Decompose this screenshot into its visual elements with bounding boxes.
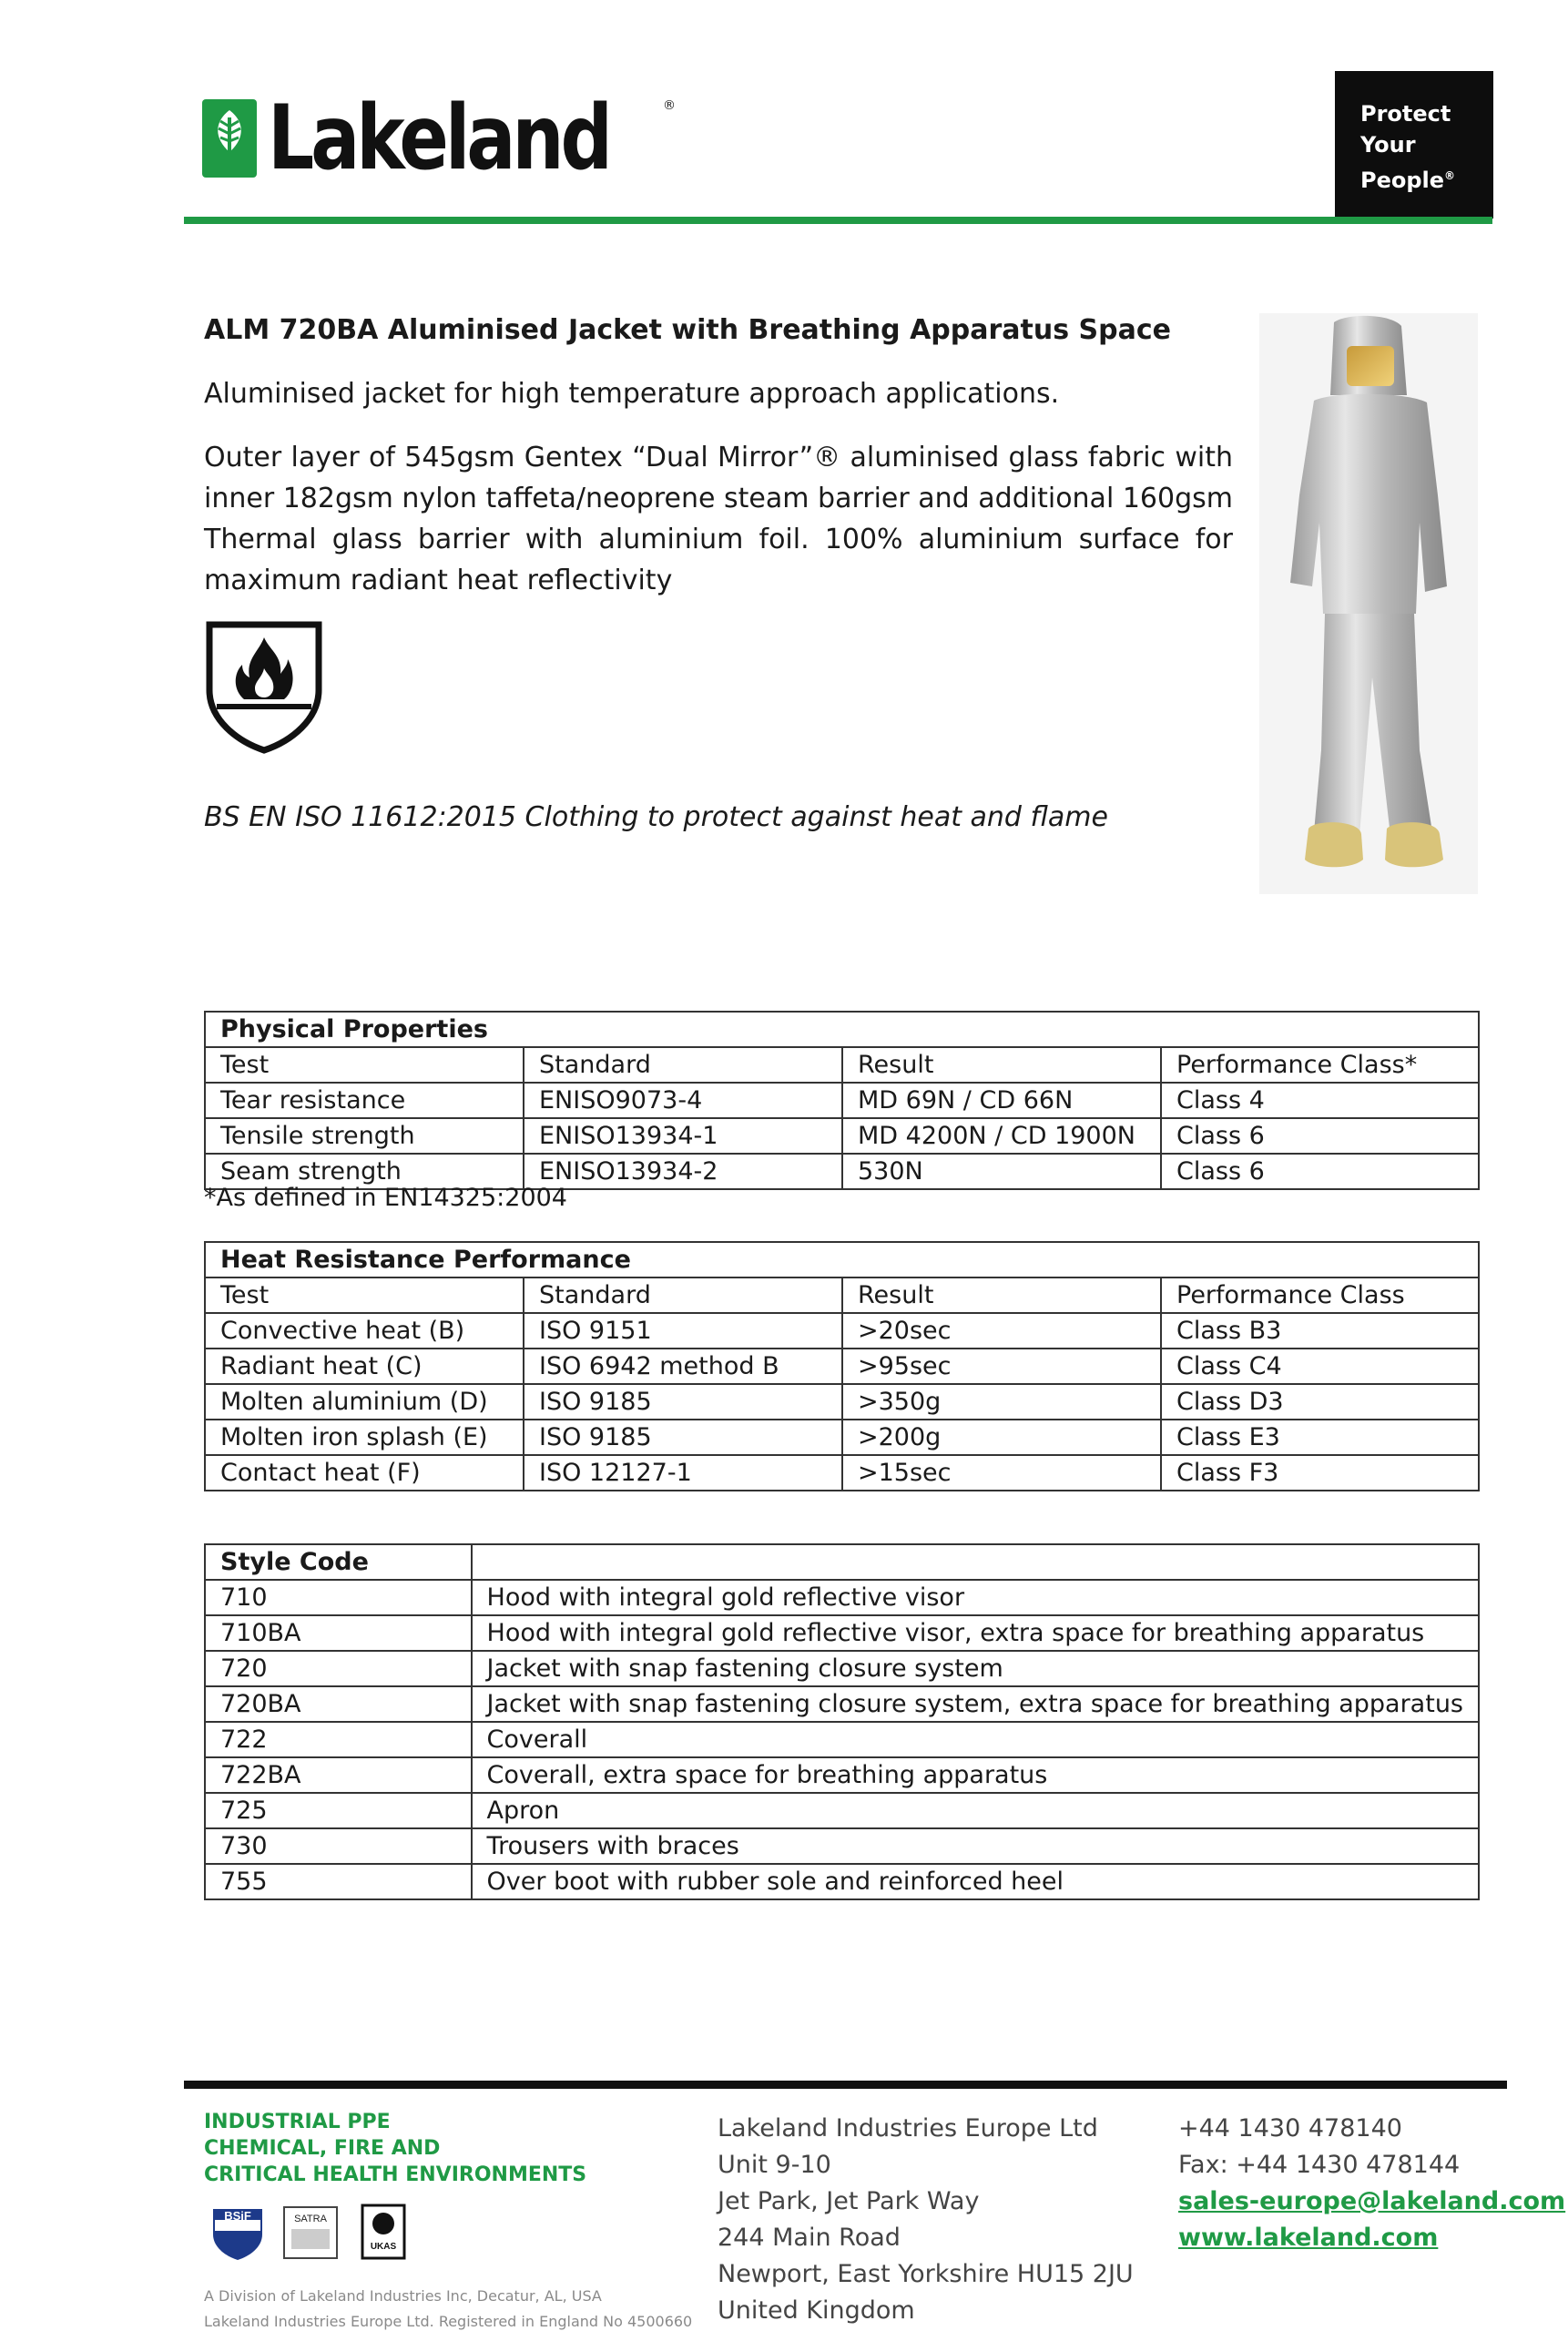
table-row bbox=[205, 1722, 1479, 1757]
table-row bbox=[205, 1686, 1479, 1722]
address-line: Newport, East Yorkshire HU15 2JU bbox=[718, 2260, 1134, 2288]
table-cell: Class 6 bbox=[1161, 1154, 1479, 1189]
table-cell: Class C4 bbox=[1161, 1349, 1479, 1384]
tagline-line: People® bbox=[1360, 168, 1456, 193]
footer-divider bbox=[184, 2081, 1507, 2089]
address-line: United Kingdom bbox=[718, 2296, 915, 2325]
standard-reference: BS EN ISO 11612:2015 Clothing to protect against heat and flame bbox=[204, 801, 1108, 833]
product-subtitle: Aluminised jacket for high temperature approach applications. bbox=[204, 378, 1060, 410]
table-cell: ENISO9073-4 bbox=[524, 1083, 842, 1118]
table-title: Physical Properties bbox=[205, 1012, 1479, 1047]
table-cell: Seam strength bbox=[205, 1154, 524, 1189]
table-row bbox=[205, 1651, 1479, 1686]
footer-industry-text bbox=[204, 2109, 586, 2188]
table-cell: >95sec bbox=[842, 1349, 1161, 1384]
style-code-cell: 722BA bbox=[205, 1757, 472, 1793]
header-cell: Standard bbox=[524, 1277, 842, 1313]
table-cell: ISO 9151 bbox=[524, 1313, 842, 1349]
product-title: ALM 720BA Aluminised Jacket with Breathing Apparatus Space bbox=[204, 314, 1171, 346]
table-cell: 530N bbox=[842, 1154, 1161, 1189]
table-cell: >350g bbox=[842, 1384, 1161, 1420]
style-description-cell: Over boot with rubber sole and reinforced heel bbox=[472, 1864, 1479, 1899]
style-code-cell: 710BA bbox=[205, 1615, 472, 1651]
table-row bbox=[205, 1757, 1479, 1793]
table-cell: MD 69N / CD 66N bbox=[842, 1083, 1161, 1118]
product-description: Outer layer of 545gsm Gentex “Dual Mirror”® aluminised glass fabric with inner 182gsm nylon taffeta/neoprene steam barrier and additional 160gsm Thermal glass barrier with aluminium foil. 100% aluminium surface for maximum radiant heat reflectivity bbox=[204, 442, 1233, 596]
style-code-cell: 710 bbox=[205, 1580, 472, 1615]
bsif-badge-icon bbox=[208, 2202, 268, 2262]
style-description-cell: Trousers with braces bbox=[472, 1828, 1479, 1864]
email-link[interactable]: sales-europe@lakeland.com bbox=[1178, 2187, 1566, 2215]
header-cell: Performance Class bbox=[1161, 1277, 1479, 1313]
table-cell: Class B3 bbox=[1161, 1313, 1479, 1349]
brand-registered-mark: ® bbox=[663, 98, 676, 113]
lakeland-logo bbox=[202, 87, 685, 190]
brand-name: Lakeland bbox=[268, 87, 609, 190]
address-line: Jet Park, Jet Park Way bbox=[718, 2187, 980, 2215]
heat-resistance-table bbox=[204, 1241, 1480, 1491]
table-cell: ENISO13934-2 bbox=[524, 1154, 842, 1189]
table-cell: >20sec bbox=[842, 1313, 1161, 1349]
footer-industry-line: INDUSTRIAL PPE bbox=[204, 2111, 391, 2133]
table-cell: Class F3 bbox=[1161, 1455, 1479, 1491]
table-row bbox=[205, 1455, 1479, 1491]
tagline-box bbox=[1335, 71, 1493, 219]
table-cell: Convective heat (B) bbox=[205, 1313, 524, 1349]
table-row bbox=[205, 1580, 1479, 1615]
style-description-cell: Jacket with snap fastening closure system, extra space for breathing apparatus bbox=[472, 1686, 1479, 1722]
ukas-badge-label: UKAS bbox=[370, 2242, 397, 2252]
table-title: Style Code bbox=[205, 1544, 472, 1580]
style-code-cell: 720BA bbox=[205, 1686, 472, 1722]
website-link[interactable]: www.lakeland.com bbox=[1178, 2224, 1439, 2252]
table-cell: Contact heat (F) bbox=[205, 1455, 524, 1491]
style-code-cell: 730 bbox=[205, 1828, 472, 1864]
table-cell: ISO 9185 bbox=[524, 1384, 842, 1420]
table-cell: Class 4 bbox=[1161, 1083, 1479, 1118]
table-row bbox=[205, 1828, 1479, 1864]
table-cell: Molten aluminium (D) bbox=[205, 1384, 524, 1420]
header-cell: Result bbox=[842, 1277, 1161, 1313]
tagline-line: Your bbox=[1360, 132, 1416, 158]
table-footnote: *As defined in EN14325:2004 bbox=[204, 1184, 567, 1212]
style-code-cell: 720 bbox=[205, 1651, 472, 1686]
table-row bbox=[205, 1420, 1479, 1455]
header-cell: Result bbox=[842, 1047, 1161, 1083]
flame-shield-icon bbox=[204, 619, 324, 756]
table-cell: ISO 9185 bbox=[524, 1420, 842, 1455]
satra-badge-label: SATRA bbox=[294, 2214, 327, 2224]
table-row bbox=[205, 1793, 1479, 1828]
footer-industry-line: CHEMICAL, FIRE AND bbox=[204, 2137, 441, 2160]
physical-properties-table bbox=[204, 1011, 1480, 1190]
style-code-cell: 725 bbox=[205, 1793, 472, 1828]
footer-registration bbox=[204, 2284, 692, 2331]
style-code-cell: 722 bbox=[205, 1722, 472, 1757]
tagline-registered-mark: ® bbox=[1444, 169, 1456, 182]
leaf-icon bbox=[202, 99, 257, 178]
tagline-line: Protect bbox=[1360, 101, 1451, 127]
fax-number: Fax: +44 1430 478144 bbox=[1178, 2151, 1461, 2179]
table-cell: MD 4200N / CD 1900N bbox=[842, 1118, 1161, 1154]
header-cell: Test bbox=[205, 1277, 524, 1313]
table-cell: >15sec bbox=[842, 1455, 1161, 1491]
ukas-badge-icon bbox=[353, 2202, 413, 2262]
contact-details bbox=[1178, 2111, 1565, 2256]
footer-small-line: Lakeland Industries Europe Ltd. Registered in England No 4500660 bbox=[204, 2313, 693, 2330]
table-row bbox=[205, 1864, 1479, 1899]
style-code-table bbox=[204, 1543, 1480, 1900]
table-row bbox=[205, 1118, 1479, 1154]
table-cell: Molten iron splash (E) bbox=[205, 1420, 524, 1455]
style-description-cell: Hood with integral gold reflective visor, extra space for breathing apparatus bbox=[472, 1615, 1479, 1651]
table-cell: Radiant heat (C) bbox=[205, 1349, 524, 1384]
style-description-cell: Coverall, extra space for breathing apparatus bbox=[472, 1757, 1479, 1793]
table-title-blank bbox=[472, 1544, 1479, 1580]
table-cell: ISO 6942 method B bbox=[524, 1349, 842, 1384]
table-cell: Class 6 bbox=[1161, 1118, 1479, 1154]
satra-badge-icon bbox=[280, 2202, 341, 2262]
style-description-cell: Jacket with snap fastening closure system bbox=[472, 1651, 1479, 1686]
address-line: Unit 9-10 bbox=[718, 2151, 831, 2179]
table-row bbox=[205, 1615, 1479, 1651]
table-row bbox=[205, 1313, 1479, 1349]
style-description-cell: Coverall bbox=[472, 1722, 1479, 1757]
style-description-cell: Hood with integral gold reflective visor bbox=[472, 1580, 1479, 1615]
table-cell: Class E3 bbox=[1161, 1420, 1479, 1455]
aluminised-suit-image bbox=[1259, 313, 1478, 894]
style-code-cell: 755 bbox=[205, 1864, 472, 1899]
table-row bbox=[205, 1083, 1479, 1118]
table-cell: ENISO13934-1 bbox=[524, 1118, 842, 1154]
address-line: 244 Main Road bbox=[718, 2224, 901, 2252]
table-row bbox=[205, 1349, 1479, 1384]
table-cell: >200g bbox=[842, 1420, 1161, 1455]
table-cell: Tensile strength bbox=[205, 1118, 524, 1154]
header-divider bbox=[184, 217, 1492, 224]
footer-small-line: A Division of Lakeland Industries Inc, Decatur, AL, USA bbox=[204, 2287, 602, 2305]
header-cell: Test bbox=[205, 1047, 524, 1083]
table-title: Heat Resistance Performance bbox=[205, 1242, 1479, 1277]
company-address bbox=[718, 2111, 1134, 2329]
bsif-badge-label: BSiF bbox=[224, 2209, 251, 2223]
header-cell: Standard bbox=[524, 1047, 842, 1083]
address-line: Lakeland Industries Europe Ltd bbox=[718, 2114, 1098, 2143]
footer-industry-line: CRITICAL HEALTH ENVIRONMENTS bbox=[204, 2163, 587, 2186]
style-description-cell: Apron bbox=[472, 1793, 1479, 1828]
table-row bbox=[205, 1384, 1479, 1420]
table-cell: Tear resistance bbox=[205, 1083, 524, 1118]
table-cell: ISO 12127-1 bbox=[524, 1455, 842, 1491]
header-cell: Performance Class* bbox=[1161, 1047, 1479, 1083]
table-cell: Class D3 bbox=[1161, 1384, 1479, 1420]
accreditation-badges bbox=[208, 2202, 413, 2262]
phone-number: +44 1430 478140 bbox=[1178, 2114, 1402, 2143]
